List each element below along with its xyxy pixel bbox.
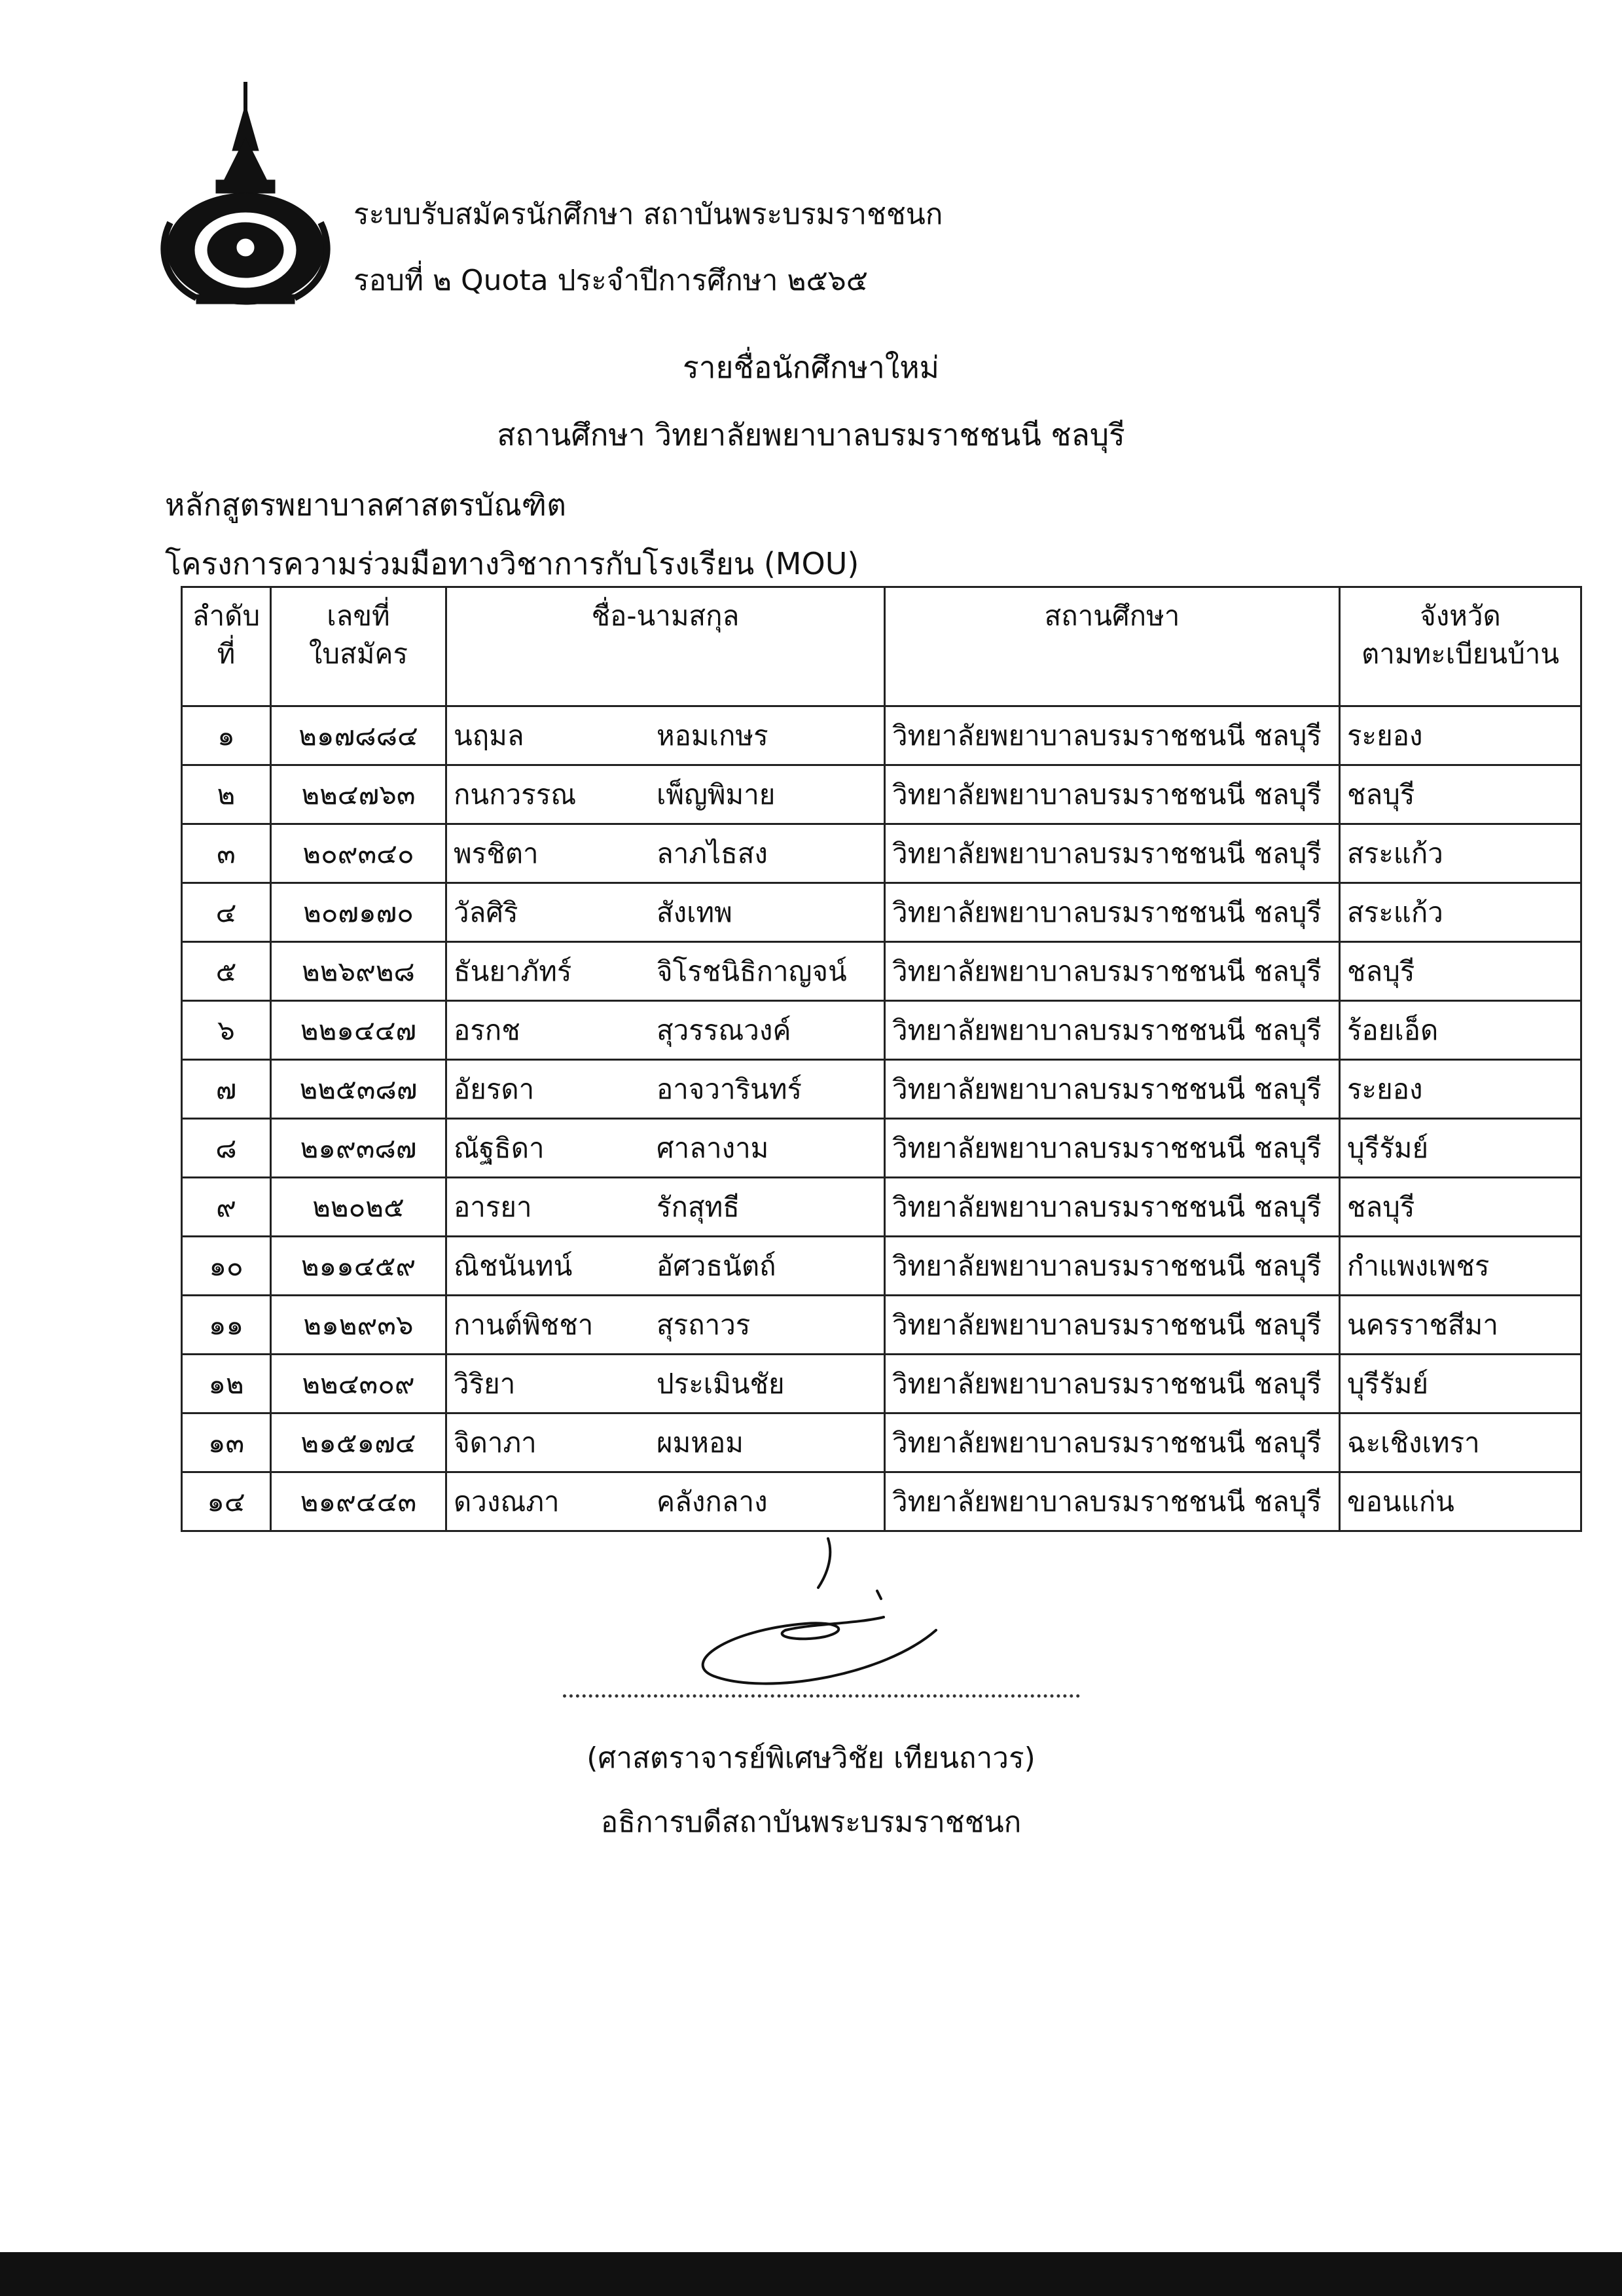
first-name: ณิชนันทน์ (454, 1249, 573, 1282)
last-name: ศาลางาม (657, 1131, 769, 1164)
province-name: ชลบุรี (1340, 765, 1581, 824)
province-name: ระยอง (1340, 706, 1581, 765)
student-name (446, 1237, 885, 1296)
table-row (182, 942, 1581, 1001)
table-row (182, 1237, 1581, 1296)
last-name: จิโรชนิธิกาญจน์ (657, 955, 847, 987)
signature-mark (687, 1525, 988, 1696)
last-name: ลาภไธสง (657, 837, 768, 869)
school-name: วิทยาลัยพยาบาลบรมราชชนนี ชลบุรี (885, 883, 1340, 942)
last-name: เพ็ญพิมาย (657, 778, 776, 811)
province-name: ร้อยเอ็ด (1340, 1001, 1581, 1060)
province-name: ฉะเชิงเทรา (1340, 1413, 1581, 1472)
row-number: ๑๔ (182, 1472, 271, 1531)
student-name (446, 1001, 885, 1060)
first-name: ธันยาภัทร์ (454, 955, 572, 987)
school-name: วิทยาลัยพยาบาลบรมราชชนนี ชลบุรี (885, 765, 1340, 824)
application-number: ๒๑๗๘๘๔ (271, 706, 446, 765)
student-name (446, 706, 885, 765)
first-name: พรชิตา (454, 837, 539, 869)
student-name (446, 883, 885, 942)
row-number: ๔ (182, 883, 271, 942)
row-number: ๑๒ (182, 1355, 271, 1413)
student-name (446, 1296, 885, 1355)
last-name: รักสุทธี (657, 1190, 740, 1223)
row-number: ๘ (182, 1119, 271, 1178)
student-name (446, 942, 885, 1001)
application-number: ๒๒๔๓๐๙ (271, 1355, 446, 1413)
school-name: วิทยาลัยพยาบาลบรมราชชนนี ชลบุรี (885, 1001, 1340, 1060)
first-name: กนกวรรณ (454, 778, 577, 811)
student-name (446, 824, 885, 883)
table-row (182, 1355, 1581, 1413)
row-number: ๖ (182, 1001, 271, 1060)
application-number: ๒๒๔๗๖๓ (271, 765, 446, 824)
student-name (446, 1119, 885, 1178)
first-name: นฤมล (454, 719, 524, 752)
header-name-label: ชื่อ-นามสกุล (591, 600, 740, 632)
table-row (182, 706, 1581, 765)
signature-line (563, 1694, 1080, 1698)
first-name: อรกช (454, 1013, 520, 1046)
school-name: วิทยาลัยพยาบาลบรมราชชนนี ชลบุรี (885, 942, 1340, 1001)
first-name: กานต์พิชชา (454, 1308, 594, 1341)
student-name (446, 1413, 885, 1472)
table-row (182, 883, 1581, 942)
student-name (446, 1472, 885, 1531)
last-name: คลังกลาง (657, 1485, 768, 1518)
header-app-label: เลขที่ ใบสมัคร (308, 600, 408, 670)
table-row (182, 824, 1581, 883)
school-name: วิทยาลัยพยาบาลบรมราชชนนี ชลบุรี (885, 1355, 1340, 1413)
institute-emblem-icon (151, 79, 340, 308)
school-name: วิทยาลัยพยาบาลบรมราชชนนี ชลบุรี (885, 824, 1340, 883)
school-name: วิทยาลัยพยาบาลบรมราชชนนี ชลบุรี (885, 1060, 1340, 1119)
table-header-row (182, 587, 1581, 706)
project-name: โครงการความร่วมมือทางวิชาการกับโรงเรียน (MOU) (165, 546, 859, 581)
row-number: ๕ (182, 942, 271, 1001)
header-name (446, 587, 885, 706)
table-row (182, 1119, 1581, 1178)
province-name: นครราชสีมา (1340, 1296, 1581, 1355)
application-number: ๒๑๙๓๘๗ (271, 1119, 446, 1178)
province-name: บุรีรัมย์ (1340, 1355, 1581, 1413)
page-title: รายชื่อนักศึกษาใหม่ (683, 350, 939, 385)
province-name: สระแก้ว (1340, 883, 1581, 942)
province-name: ชลบุรี (1340, 942, 1581, 1001)
school-name: วิทยาลัยพยาบาลบรมราชชนนี ชลบุรี (885, 1178, 1340, 1237)
row-number: ๑ (182, 706, 271, 765)
last-name: สุวรรณวงค์ (657, 1013, 791, 1046)
application-number: ๒๑๒๙๓๖ (271, 1296, 446, 1355)
application-number: ๒๐๗๑๗๐ (271, 883, 446, 942)
table-row (182, 1060, 1581, 1119)
application-number: ๒๐๙๓๔๐ (271, 824, 446, 883)
last-name: สุรถาวร (657, 1308, 751, 1341)
application-number: ๒๑๑๔๕๙ (271, 1237, 446, 1296)
first-name: วิริยา (454, 1367, 516, 1400)
row-number: ๓ (182, 824, 271, 883)
student-name (446, 1178, 885, 1237)
application-number: ๒๑๕๑๗๔ (271, 1413, 446, 1472)
last-name: ประเมินชัย (657, 1367, 785, 1400)
last-name: สังเทพ (657, 896, 732, 928)
last-name: อัศวธนัตถ์ (657, 1249, 776, 1282)
province-name: บุรีรัมย์ (1340, 1119, 1581, 1178)
bottom-border (0, 2252, 1622, 2296)
header-province (1340, 587, 1581, 706)
header-app (271, 587, 446, 706)
header-school-label: สถานศึกษา (1044, 600, 1180, 632)
header-no-label: ลำดับ ที่ (192, 600, 261, 670)
row-number: ๑๓ (182, 1413, 271, 1472)
application-number: ๒๑๙๔๔๓ (271, 1472, 446, 1531)
row-number: ๒ (182, 765, 271, 824)
row-number: ๑๑ (182, 1296, 271, 1355)
first-name: อารยา (454, 1190, 532, 1223)
province-name: ระยอง (1340, 1060, 1581, 1119)
round-title: รอบที่ ๒ Quota ประจำปีการศึกษา ๒๕๖๕ (353, 264, 869, 297)
table-row (182, 1178, 1581, 1237)
student-name (446, 1060, 885, 1119)
application-number: ๒๒๖๙๒๘ (271, 942, 446, 1001)
header-no (182, 587, 271, 706)
application-number: ๒๒๑๔๔๗ (271, 1001, 446, 1060)
application-number: ๒๒๐๒๕ (271, 1178, 446, 1237)
program-name: หลักสูตรพยาบาลศาสตรบัณฑิต (165, 487, 566, 522)
table-row (182, 1472, 1581, 1531)
student-table (181, 586, 1582, 1532)
school-name: วิทยาลัยพยาบาลบรมราชชนนี ชลบุรี (885, 1119, 1340, 1178)
province-name: ชลบุรี (1340, 1178, 1581, 1237)
institution-title: สถานศึกษา วิทยาลัยพยาบาลบรมราชชนนี ชลบุรี (497, 417, 1125, 452)
first-name: วัลศิริ (454, 896, 518, 928)
header-province-label: จังหวัด ตามทะเบียนบ้าน (1361, 600, 1560, 670)
table-row (182, 1413, 1581, 1472)
school-name: วิทยาลัยพยาบาลบรมราชชนนี ชลบุรี (885, 1296, 1340, 1355)
last-name: หอมเกษร (657, 719, 768, 752)
last-name: ผมหอม (657, 1426, 744, 1459)
student-name (446, 1355, 885, 1413)
school-name: วิทยาลัยพยาบาลบรมราชชนนี ชลบุรี (885, 1413, 1340, 1472)
signer-name: (ศาสตราจารย์พิเศษวิชัย เทียนถาวร) (586, 1741, 1036, 1775)
province-name: ขอนแก่น (1340, 1472, 1581, 1531)
row-number: ๗ (182, 1060, 271, 1119)
province-name: กำแพงเพชร (1340, 1237, 1581, 1296)
first-name: ณัฐธิดา (454, 1131, 545, 1164)
first-name: จิดาภา (454, 1426, 537, 1459)
school-name: วิทยาลัยพยาบาลบรมราชชนนี ชลบุรี (885, 1472, 1340, 1531)
table-row (182, 765, 1581, 824)
province-name: สระแก้ว (1340, 824, 1581, 883)
last-name: อาจวารินทร์ (657, 1072, 802, 1105)
application-number: ๒๒๕๓๘๗ (271, 1060, 446, 1119)
first-name: ดวงณภา (454, 1485, 560, 1518)
signer-position: อธิการบดีสถาบันพระบรมราชชนก (600, 1806, 1022, 1839)
student-name (446, 765, 885, 824)
first-name: อัยรดา (454, 1072, 535, 1105)
table-row (182, 1001, 1581, 1060)
school-name: วิทยาลัยพยาบาลบรมราชชนนี ชลบุรี (885, 1237, 1340, 1296)
row-number: ๑๐ (182, 1237, 271, 1296)
table-row (182, 1296, 1581, 1355)
row-number: ๙ (182, 1178, 271, 1237)
header-school (885, 587, 1340, 706)
system-title: ระบบรับสมัครนักศึกษา สถาบันพระบรมราชชนก (353, 198, 943, 231)
school-name: วิทยาลัยพยาบาลบรมราชชนนี ชลบุรี (885, 706, 1340, 765)
